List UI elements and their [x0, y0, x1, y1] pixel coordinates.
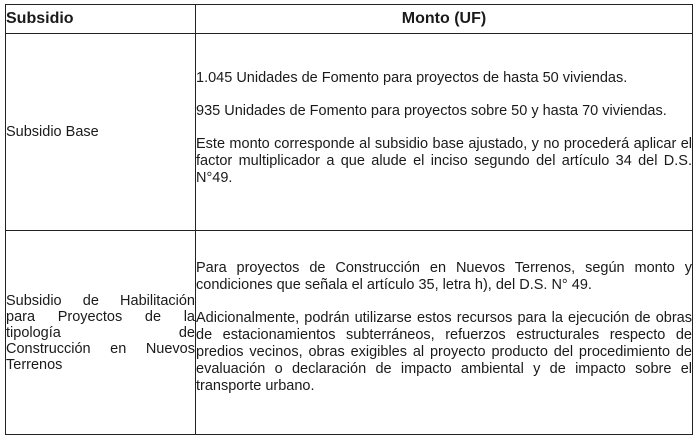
- row-amount-subsidio-habilitacion: [196, 231, 693, 435]
- amount-paragraph: 935 Unidades de Fomento para proyectos sobre 50 y hasta 70 viviendas.: [196, 102, 667, 119]
- amount-paragraph: 1.045 Unidades de Fomento para proyectos de hasta 50 viviendas.: [196, 69, 628, 86]
- document-page: [5, 4, 692, 404]
- label-line: Terrenos: [6, 356, 63, 373]
- table-row: [6, 34, 693, 231]
- amount-paragraph: Adicionalmente, podrán utilizarse estos recursos para la ejecución de obras de estacionamientos subterráneos, refuerzos estructurales respecto de predios vecinos, obras exigibles al proyecto producto del procedimiento de evaluación o declaración de impacto ambiental y de impacto sobre el transporte urbano.: [196, 310, 692, 394]
- amount-paragraph: Para proyectos de Construcción en Nuevos Terrenos, según monto y condiciones que señala el artículo 35, letra h), del D.S. N° 49.: [196, 260, 692, 293]
- label-line: Construcción en Nuevos: [6, 340, 195, 357]
- amount-paragraph: Este monto corresponde al subsidio base ajustado, y no procederá aplicar el factor multiplicador a que alude el inciso segundo del artículo 34 del D.S. N°49.: [196, 135, 692, 186]
- header-subsidio: Subsidio: [6, 5, 196, 34]
- header-monto: Monto (UF): [196, 5, 693, 34]
- label-line: Subsidio de Habilitación: [6, 292, 195, 309]
- table-header-row: [6, 5, 693, 34]
- subsidy-table: [5, 4, 693, 435]
- row-label-subsidio-base: Subsidio Base: [6, 34, 196, 231]
- table-row: [6, 231, 693, 435]
- row-label-subsidio-habilitacion: [6, 231, 196, 435]
- row-amount-subsidio-base: [196, 34, 693, 231]
- label-line: tipología de: [6, 324, 195, 341]
- label-line: para Proyectos de la: [6, 308, 195, 325]
